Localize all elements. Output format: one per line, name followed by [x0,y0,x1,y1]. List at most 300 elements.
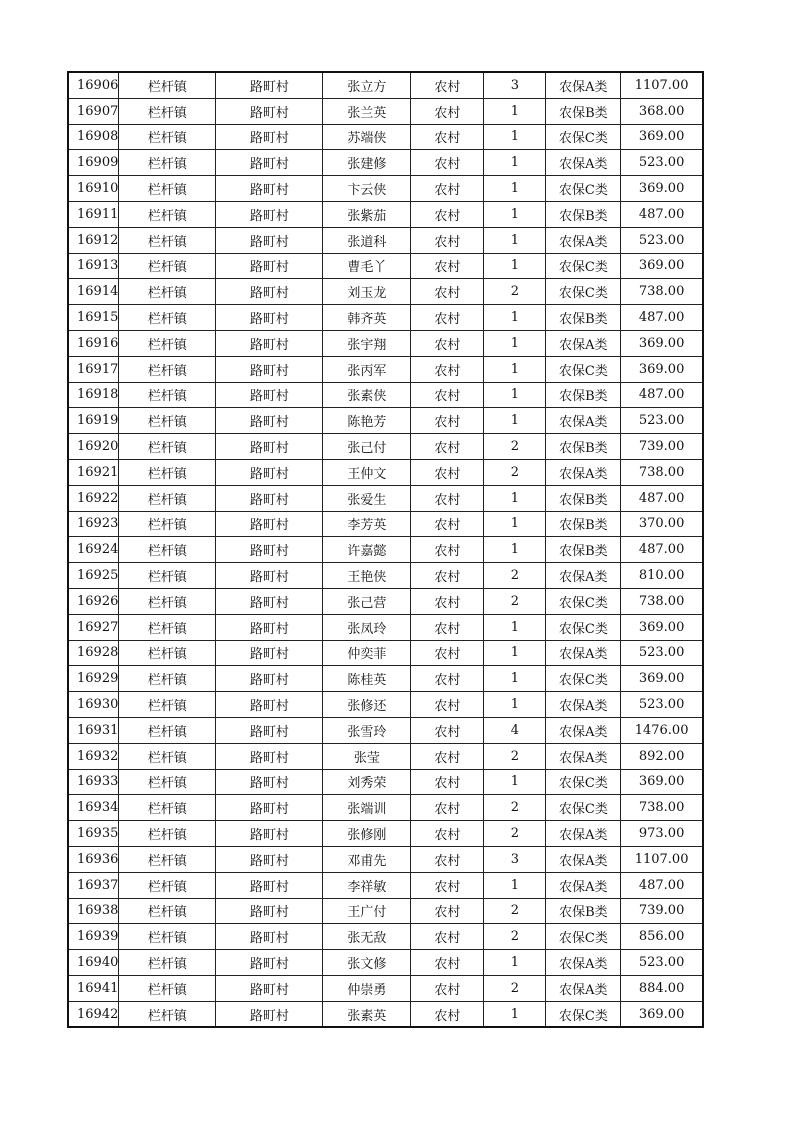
table-row [68,98,703,124]
amount-cell: 523.00 [621,408,703,434]
record-id-cell: 16922 [68,485,119,511]
village-cell: 路町村 [216,330,323,356]
category-cell: 农保B类 [546,201,621,227]
town-cell: 栏杆镇 [119,640,216,666]
village-cell: 路町村 [216,356,323,382]
name-cell: 韩齐英 [323,305,411,331]
village-cell: 路町村 [216,201,323,227]
household-type-cell: 农村 [411,975,484,1001]
table-row [68,588,703,614]
household-type-cell: 农村 [411,98,484,124]
town-cell: 栏杆镇 [119,485,216,511]
record-id-cell: 16916 [68,330,119,356]
table-row [68,408,703,434]
village-cell: 路町村 [216,382,323,408]
person-count-cell: 2 [484,563,546,589]
name-cell: 王艳侠 [323,563,411,589]
amount-cell: 369.00 [621,769,703,795]
household-type-cell: 农村 [411,614,484,640]
category-cell: 农保A类 [546,872,621,898]
village-cell: 路町村 [216,846,323,872]
amount-cell: 369.00 [621,1001,703,1027]
person-count-cell: 2 [484,821,546,847]
table-row [68,227,703,253]
table-row [68,201,703,227]
record-id-cell: 16908 [68,124,119,150]
person-count-cell: 1 [484,227,546,253]
category-cell: 农保A类 [546,640,621,666]
village-cell: 路町村 [216,305,323,331]
amount-cell: 369.00 [621,176,703,202]
category-cell: 农保B类 [546,98,621,124]
record-id-cell: 16924 [68,537,119,563]
village-cell: 路町村 [216,434,323,460]
record-id-cell: 16934 [68,795,119,821]
amount-cell: 369.00 [621,356,703,382]
amount-cell: 739.00 [621,898,703,924]
village-cell: 路町村 [216,950,323,976]
town-cell: 栏杆镇 [119,666,216,692]
name-cell: 李祥敏 [323,872,411,898]
amount-cell: 523.00 [621,640,703,666]
category-cell: 农保C类 [546,279,621,305]
village-cell: 路町村 [216,666,323,692]
table-row [68,692,703,718]
amount-cell: 369.00 [621,330,703,356]
amount-cell: 1476.00 [621,717,703,743]
village-cell: 路町村 [216,279,323,305]
category-cell: 农保A类 [546,821,621,847]
record-id-cell: 16907 [68,98,119,124]
town-cell: 栏杆镇 [119,253,216,279]
person-count-cell: 3 [484,846,546,872]
record-id-cell: 16926 [68,588,119,614]
amount-cell: 487.00 [621,382,703,408]
name-cell: 张端训 [323,795,411,821]
table-row [68,459,703,485]
name-cell: 邓甫先 [323,846,411,872]
person-count-cell: 1 [484,98,546,124]
town-cell: 栏杆镇 [119,717,216,743]
household-type-cell: 农村 [411,692,484,718]
amount-cell: 369.00 [621,253,703,279]
table-row [68,382,703,408]
category-cell: 农保A类 [546,563,621,589]
household-type-cell: 农村 [411,537,484,563]
record-id-cell: 16937 [68,872,119,898]
household-type-cell: 农村 [411,408,484,434]
village-cell: 路町村 [216,253,323,279]
person-count-cell: 1 [484,330,546,356]
table-row [68,537,703,563]
category-cell: 农保A类 [546,846,621,872]
table-row [68,72,703,98]
person-count-cell: 2 [484,898,546,924]
name-cell: 曹毛丫 [323,253,411,279]
household-type-cell: 农村 [411,821,484,847]
table-row [68,872,703,898]
record-id-cell: 16913 [68,253,119,279]
table-row [68,279,703,305]
name-cell: 张立方 [323,72,411,98]
village-cell: 路町村 [216,459,323,485]
town-cell: 栏杆镇 [119,459,216,485]
household-type-cell: 农村 [411,717,484,743]
town-cell: 栏杆镇 [119,408,216,434]
category-cell: 农保C类 [546,253,621,279]
person-count-cell: 1 [484,201,546,227]
amount-cell: 487.00 [621,485,703,511]
person-count-cell: 1 [484,382,546,408]
household-type-cell: 农村 [411,72,484,98]
name-cell: 张建修 [323,150,411,176]
village-cell: 路町村 [216,898,323,924]
household-type-cell: 农村 [411,1001,484,1027]
table-row [68,176,703,202]
table-row [68,305,703,331]
record-id-cell: 16923 [68,511,119,537]
town-cell: 栏杆镇 [119,743,216,769]
town-cell: 栏杆镇 [119,511,216,537]
record-id-cell: 16910 [68,176,119,202]
record-id-cell: 16915 [68,305,119,331]
town-cell: 栏杆镇 [119,382,216,408]
category-cell: 农保C类 [546,614,621,640]
person-count-cell: 1 [484,124,546,150]
table-row [68,614,703,640]
amount-cell: 487.00 [621,537,703,563]
category-cell: 农保C类 [546,924,621,950]
person-count-cell: 1 [484,692,546,718]
amount-cell: 884.00 [621,975,703,1001]
category-cell: 农保A类 [546,950,621,976]
category-cell: 农保A类 [546,743,621,769]
town-cell: 栏杆镇 [119,150,216,176]
village-cell: 路町村 [216,150,323,176]
village-cell: 路町村 [216,692,323,718]
person-count-cell: 2 [484,924,546,950]
record-id-cell: 16940 [68,950,119,976]
amount-cell: 810.00 [621,563,703,589]
record-id-cell: 16939 [68,924,119,950]
household-type-cell: 农村 [411,950,484,976]
household-type-cell: 农村 [411,769,484,795]
table-row [68,1001,703,1027]
record-id-cell: 16909 [68,150,119,176]
table-row [68,950,703,976]
household-type-cell: 农村 [411,511,484,537]
amount-cell: 892.00 [621,743,703,769]
person-count-cell: 1 [484,305,546,331]
village-cell: 路町村 [216,795,323,821]
record-id-cell: 16927 [68,614,119,640]
table-row [68,511,703,537]
village-cell: 路町村 [216,743,323,769]
name-cell: 张道科 [323,227,411,253]
household-type-cell: 农村 [411,924,484,950]
household-type-cell: 农村 [411,846,484,872]
town-cell: 栏杆镇 [119,124,216,150]
name-cell: 张己营 [323,588,411,614]
village-cell: 路町村 [216,227,323,253]
town-cell: 栏杆镇 [119,72,216,98]
village-cell: 路町村 [216,769,323,795]
name-cell: 卞云侠 [323,176,411,202]
table-row [68,124,703,150]
amount-cell: 1107.00 [621,846,703,872]
table-row [68,253,703,279]
amount-cell: 523.00 [621,227,703,253]
name-cell: 陈艳芳 [323,408,411,434]
category-cell: 农保B类 [546,537,621,563]
household-type-cell: 农村 [411,382,484,408]
table-row [68,485,703,511]
category-cell: 农保C类 [546,795,621,821]
village-cell: 路町村 [216,614,323,640]
town-cell: 栏杆镇 [119,305,216,331]
person-count-cell: 2 [484,795,546,821]
village-cell: 路町村 [216,176,323,202]
person-count-cell: 1 [484,150,546,176]
town-cell: 栏杆镇 [119,924,216,950]
category-cell: 农保B类 [546,898,621,924]
person-count-cell: 1 [484,485,546,511]
record-id-cell: 16912 [68,227,119,253]
household-type-cell: 农村 [411,743,484,769]
table-row [68,821,703,847]
name-cell: 张爱生 [323,485,411,511]
table-row [68,924,703,950]
amount-cell: 487.00 [621,201,703,227]
table-row [68,898,703,924]
household-type-cell: 农村 [411,330,484,356]
table-row [68,666,703,692]
record-id-cell: 16919 [68,408,119,434]
category-cell: 农保C类 [546,769,621,795]
table-row [68,640,703,666]
household-type-cell: 农村 [411,898,484,924]
person-count-cell: 1 [484,769,546,795]
amount-cell: 487.00 [621,305,703,331]
name-cell: 张丙军 [323,356,411,382]
record-id-cell: 16932 [68,743,119,769]
category-cell: 农保C类 [546,1001,621,1027]
category-cell: 农保B类 [546,511,621,537]
amount-cell: 487.00 [621,872,703,898]
household-type-cell: 农村 [411,201,484,227]
town-cell: 栏杆镇 [119,1001,216,1027]
household-type-cell: 农村 [411,872,484,898]
record-id-cell: 16929 [68,666,119,692]
person-count-cell: 1 [484,640,546,666]
amount-cell: 1107.00 [621,72,703,98]
category-cell: 农保A类 [546,330,621,356]
table-row [68,434,703,460]
town-cell: 栏杆镇 [119,279,216,305]
name-cell: 刘玉龙 [323,279,411,305]
amount-cell: 973.00 [621,821,703,847]
record-id-cell: 16941 [68,975,119,1001]
person-count-cell: 2 [484,743,546,769]
table-row [68,356,703,382]
person-count-cell: 1 [484,614,546,640]
name-cell: 张雪玲 [323,717,411,743]
person-count-cell: 1 [484,1001,546,1027]
person-count-cell: 1 [484,666,546,692]
household-type-cell: 农村 [411,305,484,331]
town-cell: 栏杆镇 [119,563,216,589]
household-type-cell: 农村 [411,124,484,150]
town-cell: 栏杆镇 [119,795,216,821]
amount-cell: 738.00 [621,795,703,821]
record-id-cell: 16906 [68,72,119,98]
village-cell: 路町村 [216,408,323,434]
category-cell: 农保C类 [546,666,621,692]
category-cell: 农保B类 [546,485,621,511]
person-count-cell: 1 [484,950,546,976]
person-count-cell: 2 [484,975,546,1001]
village-cell: 路町村 [216,640,323,666]
table-row [68,150,703,176]
record-id-cell: 16942 [68,1001,119,1027]
village-cell: 路町村 [216,537,323,563]
village-cell: 路町村 [216,872,323,898]
name-cell: 张己付 [323,434,411,460]
person-count-cell: 1 [484,253,546,279]
name-cell: 张宇翔 [323,330,411,356]
record-id-cell: 16920 [68,434,119,460]
household-type-cell: 农村 [411,253,484,279]
record-id-cell: 16928 [68,640,119,666]
record-id-cell: 16921 [68,459,119,485]
category-cell: 农保C类 [546,356,621,382]
amount-cell: 523.00 [621,692,703,718]
name-cell: 张素英 [323,1001,411,1027]
household-type-cell: 农村 [411,563,484,589]
village-cell: 路町村 [216,588,323,614]
record-id-cell: 16917 [68,356,119,382]
amount-cell: 856.00 [621,924,703,950]
table-row [68,975,703,1001]
amount-cell: 738.00 [621,588,703,614]
category-cell: 农保C类 [546,124,621,150]
person-count-cell: 1 [484,872,546,898]
household-type-cell: 农村 [411,640,484,666]
town-cell: 栏杆镇 [119,950,216,976]
category-cell: 农保A类 [546,150,621,176]
village-cell: 路町村 [216,563,323,589]
category-cell: 农保C类 [546,588,621,614]
category-cell: 农保A类 [546,717,621,743]
name-cell: 张文修 [323,950,411,976]
name-cell: 许嘉懿 [323,537,411,563]
name-cell: 张修还 [323,692,411,718]
amount-cell: 370.00 [621,511,703,537]
table-body [68,72,703,1027]
town-cell: 栏杆镇 [119,330,216,356]
amount-cell: 739.00 [621,434,703,460]
category-cell: 农保A类 [546,459,621,485]
amount-cell: 369.00 [621,124,703,150]
category-cell: 农保B类 [546,305,621,331]
person-count-cell: 1 [484,176,546,202]
table-row [68,743,703,769]
person-count-cell: 2 [484,279,546,305]
beneficiary-table [67,71,704,1028]
category-cell: 农保B类 [546,382,621,408]
record-id-cell: 16911 [68,201,119,227]
name-cell: 刘秀荣 [323,769,411,795]
household-type-cell: 农村 [411,485,484,511]
category-cell: 农保B类 [546,434,621,460]
town-cell: 栏杆镇 [119,537,216,563]
household-type-cell: 农村 [411,150,484,176]
village-cell: 路町村 [216,1001,323,1027]
town-cell: 栏杆镇 [119,846,216,872]
household-type-cell: 农村 [411,588,484,614]
town-cell: 栏杆镇 [119,692,216,718]
village-cell: 路町村 [216,717,323,743]
table-row [68,717,703,743]
household-type-cell: 农村 [411,459,484,485]
record-id-cell: 16914 [68,279,119,305]
table-row [68,846,703,872]
person-count-cell: 2 [484,588,546,614]
village-cell: 路町村 [216,98,323,124]
amount-cell: 368.00 [621,98,703,124]
town-cell: 栏杆镇 [119,975,216,1001]
category-cell: 农保A类 [546,408,621,434]
amount-cell: 738.00 [621,279,703,305]
name-cell: 张修刚 [323,821,411,847]
category-cell: 农保A类 [546,975,621,1001]
town-cell: 栏杆镇 [119,98,216,124]
village-cell: 路町村 [216,821,323,847]
name-cell: 陈桂英 [323,666,411,692]
name-cell: 张兰英 [323,98,411,124]
amount-cell: 523.00 [621,950,703,976]
amount-cell: 369.00 [621,614,703,640]
town-cell: 栏杆镇 [119,821,216,847]
household-type-cell: 农村 [411,666,484,692]
amount-cell: 369.00 [621,666,703,692]
record-id-cell: 16930 [68,692,119,718]
category-cell: 农保A类 [546,72,621,98]
name-cell: 仲奕菲 [323,640,411,666]
record-id-cell: 16935 [68,821,119,847]
person-count-cell: 1 [484,511,546,537]
town-cell: 栏杆镇 [119,588,216,614]
town-cell: 栏杆镇 [119,769,216,795]
category-cell: 农保A类 [546,227,621,253]
category-cell: 农保A类 [546,692,621,718]
name-cell: 李芳英 [323,511,411,537]
record-id-cell: 16925 [68,563,119,589]
village-cell: 路町村 [216,975,323,1001]
record-id-cell: 16936 [68,846,119,872]
name-cell: 王广付 [323,898,411,924]
name-cell: 王仲文 [323,459,411,485]
table-row [68,330,703,356]
table-row [68,769,703,795]
town-cell: 栏杆镇 [119,176,216,202]
person-count-cell: 3 [484,72,546,98]
name-cell: 仲崇勇 [323,975,411,1001]
record-id-cell: 16938 [68,898,119,924]
name-cell: 张莹 [323,743,411,769]
name-cell: 张素侠 [323,382,411,408]
household-type-cell: 农村 [411,795,484,821]
